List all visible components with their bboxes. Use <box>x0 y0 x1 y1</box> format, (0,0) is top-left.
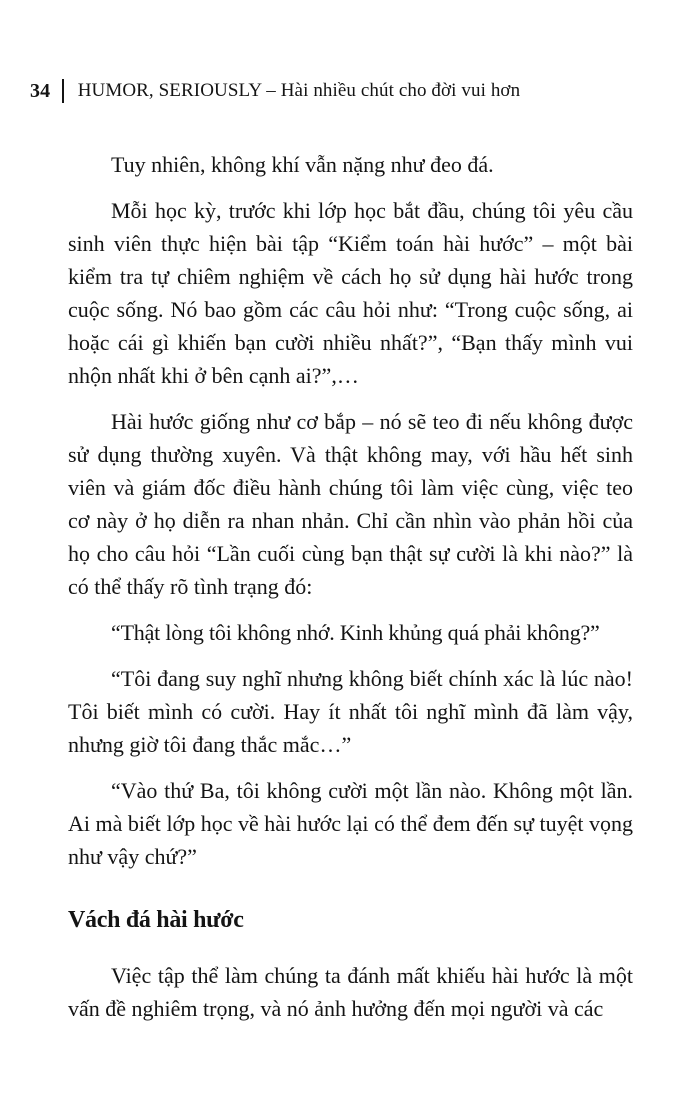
paragraph-2: Mỗi học kỳ, trước khi lớp học bắt đầu, chúng tôi yêu cầu sinh viên thực hiện bài tập “Kiểm toán hài hước” – một bài kiểm tra tự chiêm nghiệm về cách họ sử dụng hài hước trong cuộc sống. Nó bao gồm các câu hỏi như: “Trong cuộc sống, ai hoặc cái gì khiến bạn cười nhiều nhất?”, “Bạn thấy mình vui nhộn nhất khi ở bên cạnh ai?”,… <box>68 198 633 388</box>
body-text <box>68 148 633 1038</box>
quote-1: “Thật lòng tôi không nhớ. Kinh khủng quá phải không?” <box>111 620 600 645</box>
paragraph-1: Tuy nhiên, không khí vẫn nặng như đeo đá. <box>111 152 494 177</box>
book-title: HUMOR, SERIOUSLY – Hài nhiều chút cho đời vui hơn <box>77 80 521 101</box>
quote-3: “Vào thứ Ba, tôi không cười một lần nào. Không một lần. Ai mà biết lớp học về hài hước lại có thể đem đến sự tuyệt vọng như vậy chứ?” <box>68 778 633 869</box>
section-paragraph: Việc tập thể làm chúng ta đánh mất khiếu hài hước là một vấn đề nghiêm trọng, và nó ảnh hưởng đến mọi người và các <box>68 963 633 1021</box>
page-number: 34 <box>30 79 51 102</box>
running-header <box>30 76 520 106</box>
header-divider <box>62 79 64 103</box>
quote-2: “Tôi đang suy nghĩ nhưng không biết chính xác là lúc nào! Tôi biết mình có cười. Hay ít nhất tôi nghĩ mình đã làm vậy, nhưng giờ tôi đang thắc mắc…” <box>68 666 633 757</box>
section-heading: Vách đá hài hước <box>68 907 244 933</box>
paragraph-3: Hài hước giống như cơ bắp – nó sẽ teo đi nếu không được sử dụng thường xuyên. Và thật không may, với hầu hết sinh viên và giám đốc điều hành chúng tôi làm việc cùng, việc teo cơ này ở họ diễn ra nhan nhản. Chỉ cần nhìn vào phản hồi của họ cho câu hỏi “Lần cuối cùng bạn thật sự cười là khi nào?” là có thể thấy rõ tình trạng đó: <box>68 409 633 599</box>
